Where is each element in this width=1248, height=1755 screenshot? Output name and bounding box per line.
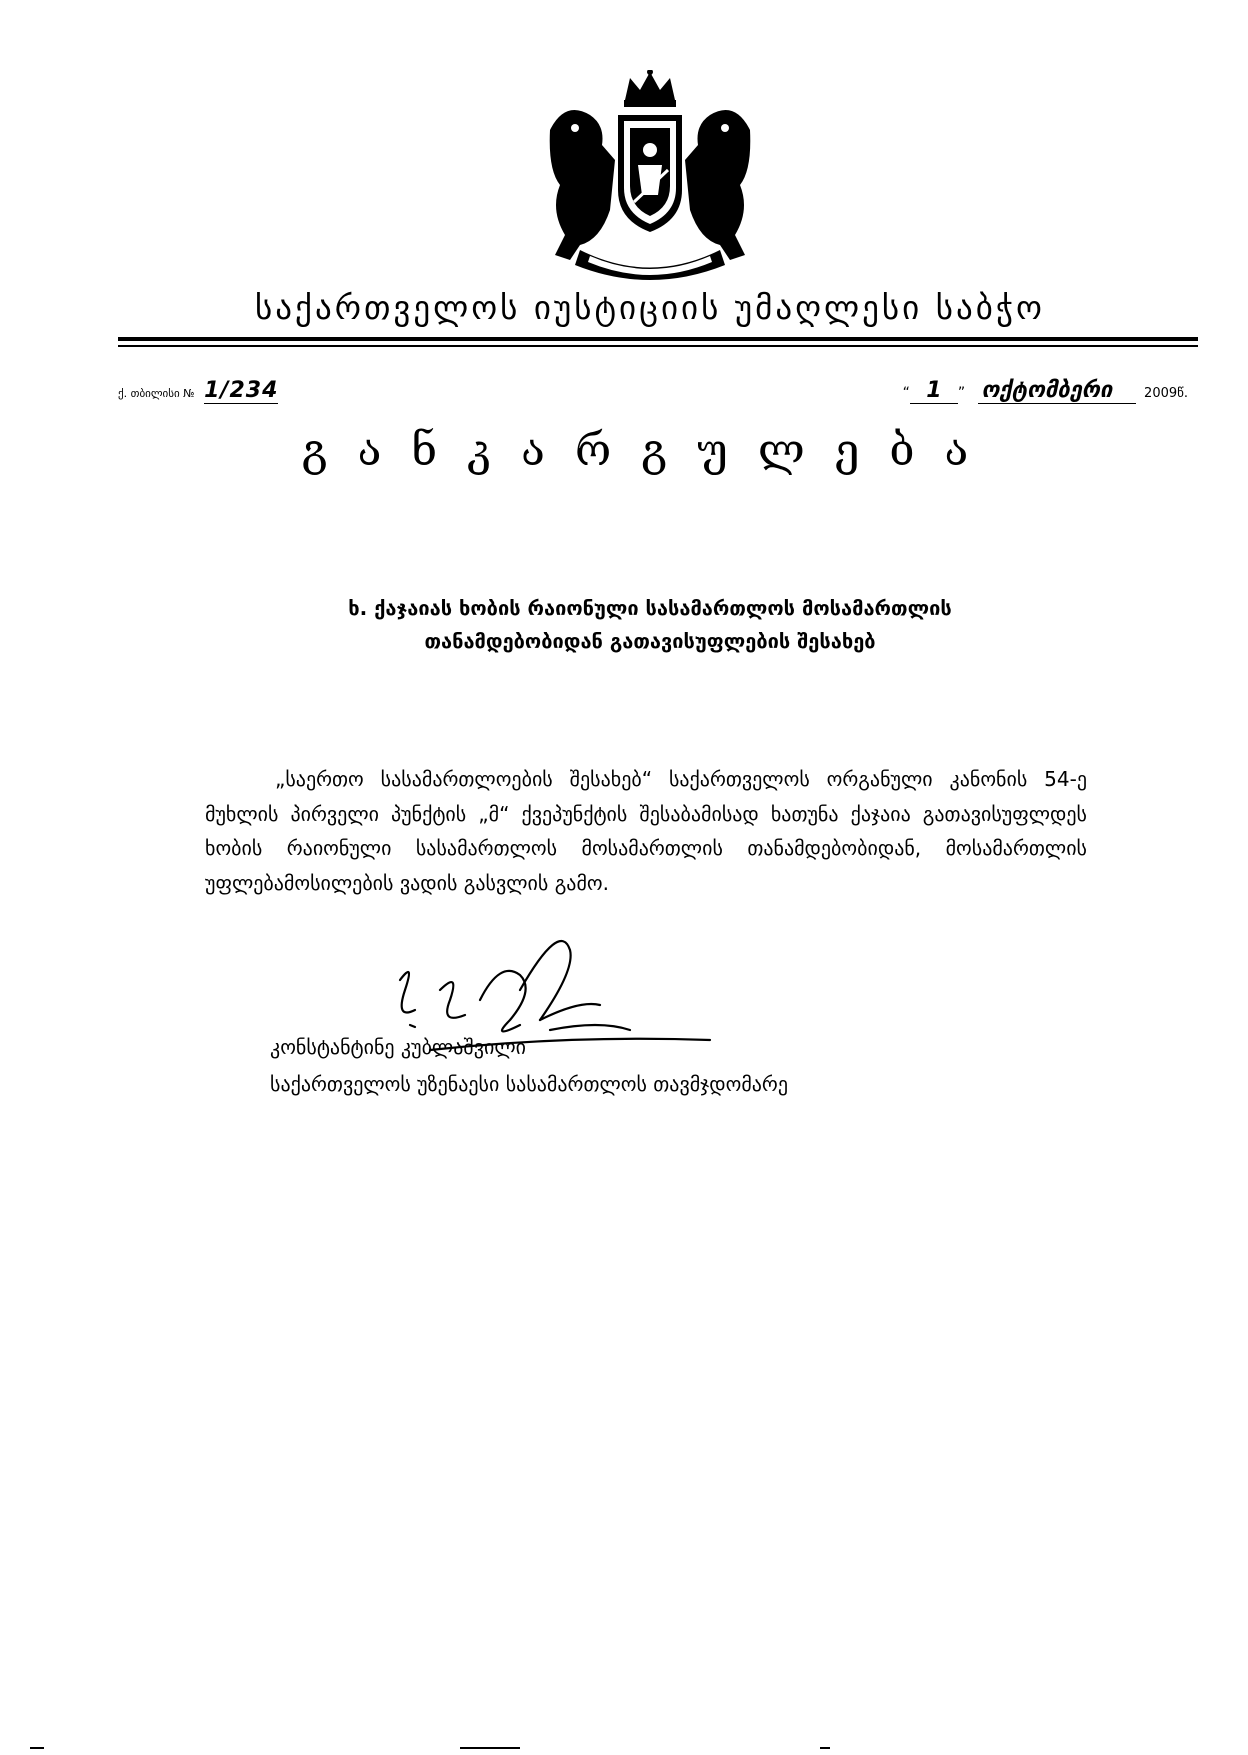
signatory-name: კონსტანტინე კუბლაშვილი: [270, 1035, 526, 1059]
scan-mark: [460, 1747, 520, 1749]
number-value: 1/234: [204, 378, 279, 403]
coat-of-arms-icon: [530, 70, 770, 280]
header-rule-thick: [118, 337, 1198, 341]
subject-heading: [180, 592, 1120, 658]
date-year: 2009წ.: [1144, 386, 1188, 401]
signatory-title: საქართველოს უზენაესი სასამართლოს თავმჯდომარე: [270, 1072, 788, 1096]
scan-mark: [820, 1747, 830, 1749]
header-rule-thin: [118, 345, 1198, 347]
document-number-row: [118, 378, 278, 404]
document-date-row: “ 1 ” ოქტომბერი 2009წ.: [902, 378, 1188, 403]
date-day: 1: [910, 378, 958, 404]
scan-mark: [30, 1747, 44, 1749]
body-paragraph: „საერთო სასამართლოების შესახებ“ საქართველოს ორგანული კანონის 54-ე მუხლის პირველი პუნქტის „მ“ ქვეპუნქტის შესაბამისად ხათუნა ქაჯაია გათავისუფლდეს ხობის რაიონული სასამართლოს მოსამართლის თანამდებობიდან, მოსამართლის უფლებამოსილების ვადის გასვლის გამო.: [205, 767, 1087, 895]
date-month: ოქტომბერი: [978, 378, 1136, 404]
number-label: ქ. თბილისი №: [118, 387, 195, 400]
organization-name: საქართველოს იუსტიციის უმაღლესი საბჭო: [255, 288, 1045, 327]
subject-line-1: ხ. ქაჯაიას ხობის რაიონული სასამართლოს მოსამართლის: [348, 596, 952, 620]
document-title: განკარგულება: [301, 425, 999, 476]
subject-line-2: თანამდებობიდან გათავისუფლების შესახებ: [424, 629, 876, 653]
